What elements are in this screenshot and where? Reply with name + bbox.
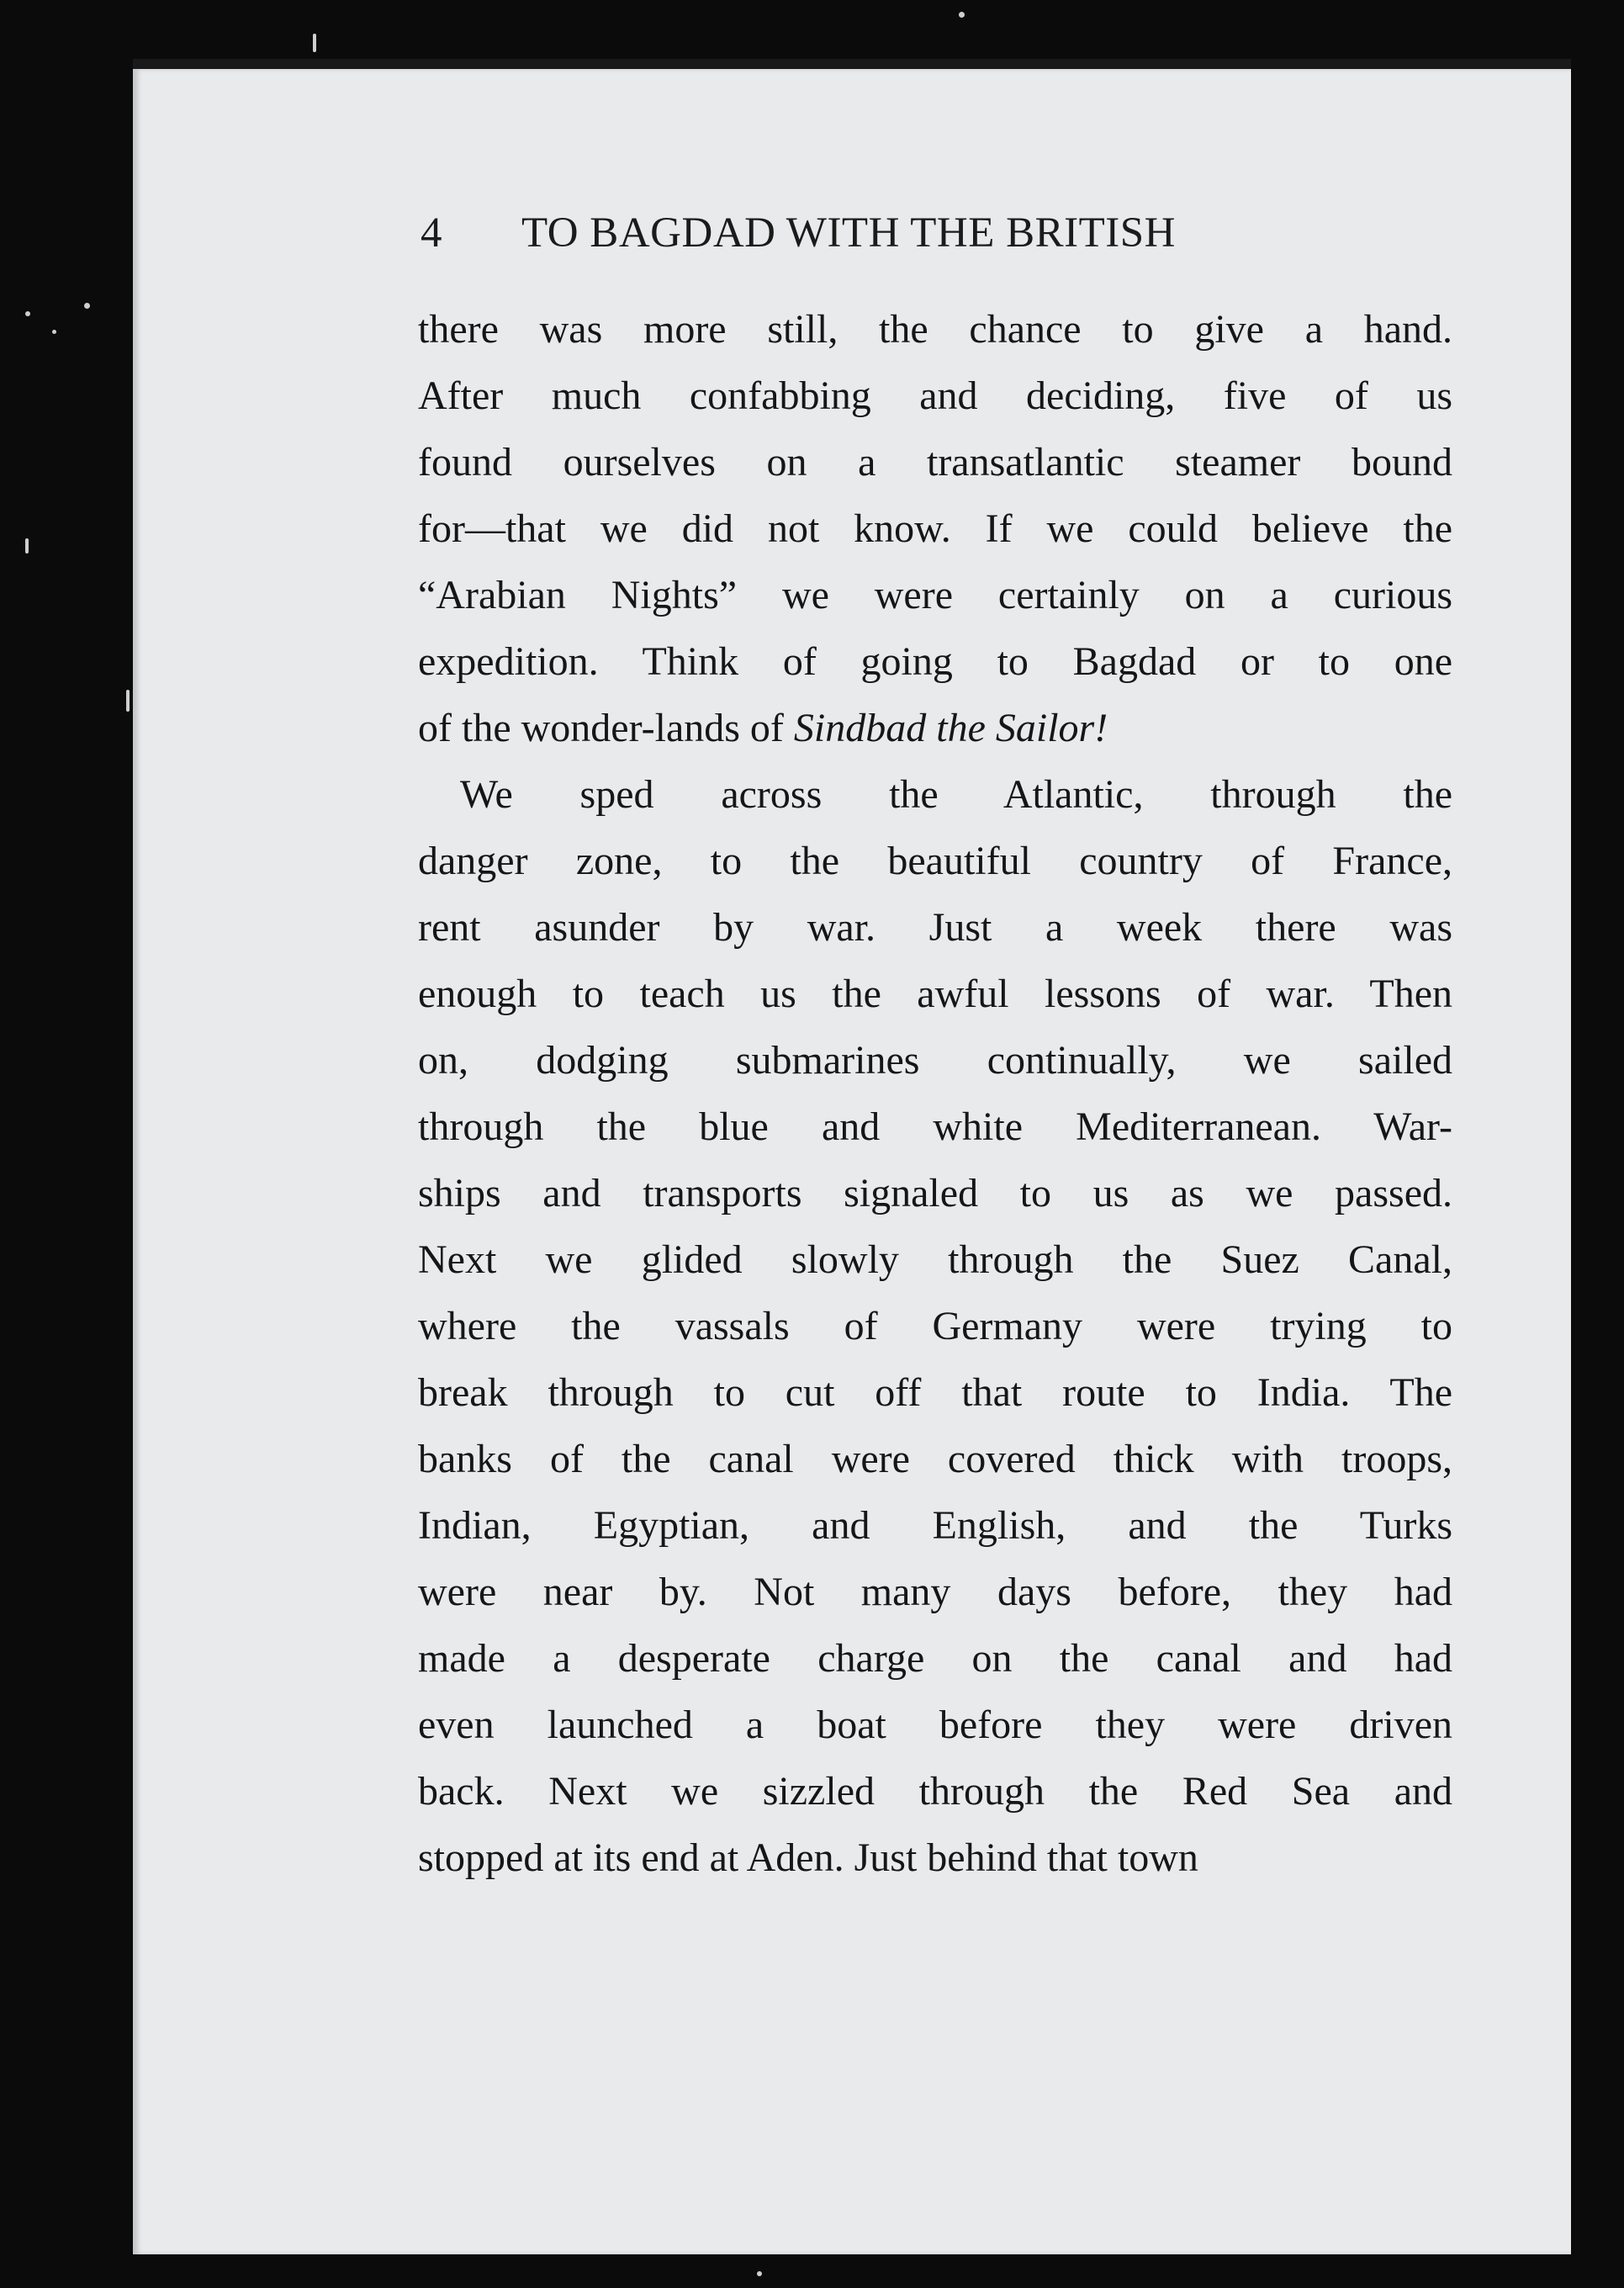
text-line: back. Next we sizzled through the Red Sea and [418, 1769, 1452, 1814]
text-line: there was more still, the chance to give a hand. [418, 307, 1452, 352]
text-line: made a desperate charge on the canal and had [418, 1636, 1452, 1681]
text-line: Next we glided slowly through the Suez Canal, [418, 1237, 1452, 1282]
text-line: ships and transports signaled to us as we passed. [418, 1171, 1452, 1216]
text-line: expedition. Think of going to Bagdad or to one [418, 639, 1452, 684]
text-line: We sped across the Atlantic, through the [460, 772, 1452, 817]
text-line: through the blue and white Mediterranean. War- [418, 1104, 1452, 1149]
scan-speck [25, 311, 30, 316]
text-line: rent asunder by war. Just a week there was [418, 905, 1452, 950]
scan-speck [757, 2271, 762, 2276]
text-run: of the wonder-lands of [418, 706, 794, 750]
scan-speck [25, 538, 29, 553]
text-line: where the vassals of Germany were trying to [418, 1304, 1452, 1348]
text-line: on, dodging submarines continually, we sailed [418, 1038, 1452, 1083]
text-line: danger zone, to the beautiful country of France, [418, 839, 1452, 883]
text-line: were near by. Not many days before, they had [418, 1570, 1452, 1614]
text-line: banks of the canal were covered thick with troops, [418, 1437, 1452, 1481]
text-line: found ourselves on a transatlantic steamer bound [418, 440, 1452, 485]
running-title: TO BAGDAD WITH THE BRITISH [521, 209, 1176, 257]
scan-speck [313, 34, 316, 52]
text-line: Indian, Egyptian, and English, and the Turks [418, 1503, 1452, 1548]
italic-title: Sindbad the Sailor! [793, 706, 1108, 750]
text-line: enough to teach us the awful lessons of war. Then [418, 972, 1452, 1016]
body-text [418, 296, 1452, 1891]
scan-speck [84, 303, 90, 309]
text-line: “Arabian Nights” we were certainly on a curious [418, 573, 1452, 617]
text-line: After much confabbing and deciding, five of us [418, 373, 1452, 418]
text-line: for—that we did not know. If we could believe the [418, 506, 1452, 551]
scan-speck [959, 12, 965, 18]
scan-speck [126, 690, 130, 712]
text-line: stopped at its end at Aden. Just behind that town [418, 1835, 1198, 1880]
text-line: break through to cut off that route to India. The [418, 1370, 1452, 1415]
scan-speck [52, 330, 56, 334]
text-line: even launched a boat before they were driven [418, 1703, 1452, 1747]
running-head [421, 209, 1176, 267]
text-line [418, 695, 1452, 761]
page-number: 4 [421, 209, 442, 257]
